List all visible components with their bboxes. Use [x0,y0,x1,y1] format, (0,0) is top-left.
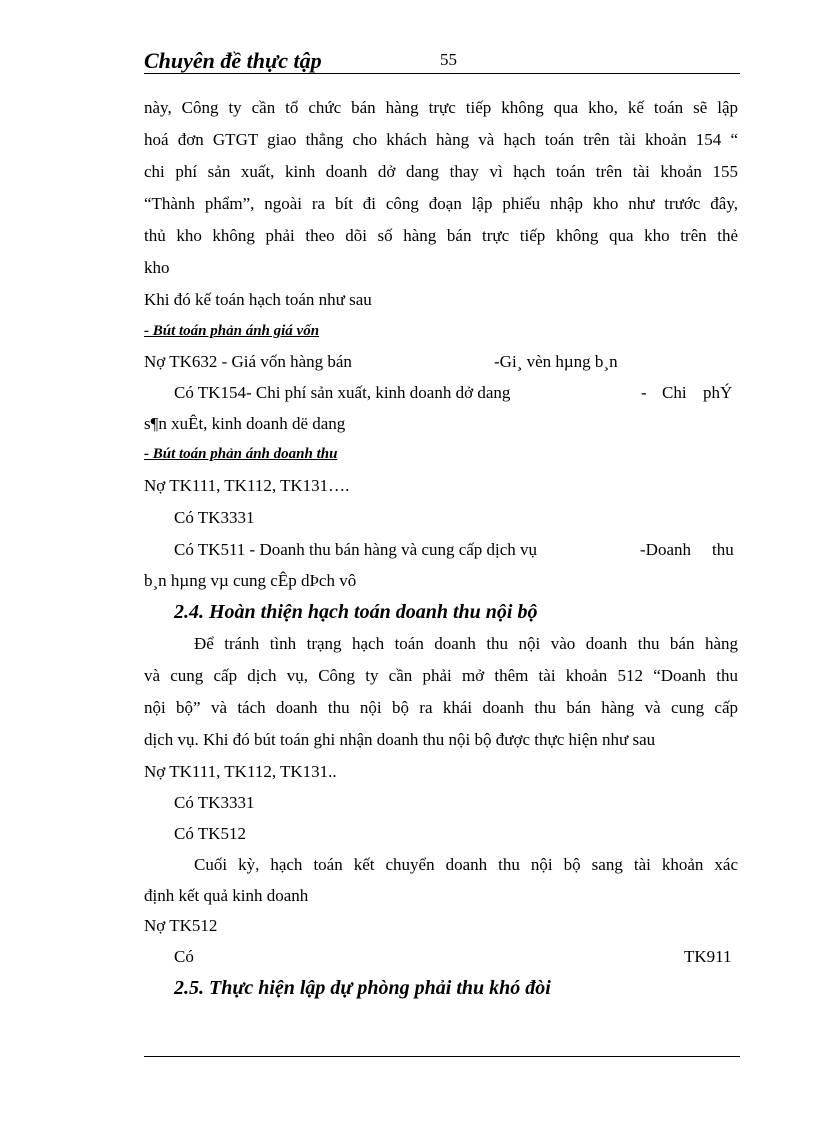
garbled-text: phÝ [703,383,733,402]
paragraph-line: Cuối kỳ, hạch toán kết chuyển doanh thu nội bộ sang tài khoản xác [194,855,738,874]
garbled-text: Chi [662,383,687,402]
text-line: Khi đó kế toán hạch toán như sau [144,290,372,309]
section-heading: 2.5. Thực hiện lập dự phòng phải thu khó đòi [174,977,551,999]
paragraph-line: định kết quả kinh doanh [144,886,309,905]
entry-credit: Có TK154- Chi phí sản xuất, kinh doanh dở dang [174,383,511,402]
garbled-text: -Doanh [640,540,691,559]
subheading: - Bút toán phản ánh doanh thu [144,446,338,462]
paragraph-line: thủ kho không phải theo dõi số hàng bán trực tiếp không qua kho trên thẻ [144,226,738,245]
paragraph-line: chi phí sản xuất, kinh doanh dở dang thay vì hạch toán trên tài khoản 155 [144,162,738,181]
entry-credit-account: TK911 [684,947,732,966]
entry-debit: Nợ TK111, TK112, TK131.. [144,762,337,781]
garbled-text: -Gi¸ vèn hµng b¸n [494,352,618,371]
garbled-text: b¸n hµng vµ cung cÊp dÞch vô [144,571,357,590]
entry-credit: Có TK3331 [174,508,255,527]
paragraph-line: hoá đơn GTGT giao thẳng cho khách hàng và hạch toán trên tài khoản 154 “ [144,130,738,149]
entry-debit: Nợ TK111, TK112, TK131…. [144,476,350,495]
section-heading: 2.4. Hoàn thiện hạch toán doanh thu nội bộ [174,601,538,623]
subheading: - Bút toán phản ánh giá vốn [144,323,320,339]
entry-credit: Có [174,947,194,966]
footer-rule [144,1056,740,1057]
entry-debit: Nợ TK512 [144,916,218,935]
header-rule [144,73,740,74]
entry-credit: Có TK3331 [174,793,255,812]
paragraph-line: Để tránh tình trạng hạch toán doanh thu nội vào doanh thu bán hàng [194,634,738,653]
paragraph-line: dịch vụ. Khi đó bút toán ghi nhận doanh thu nội bộ được thực hiện như sau [144,730,656,749]
entry-credit: Có TK511 - Doanh thu bán hàng và cung cấp dịch vụ [174,540,538,559]
garbled-text: thu [712,540,734,559]
garbled-text: s¶n xuÊt, kinh doanh dë dang [144,414,346,433]
paragraph-line: này, Công ty cần tổ chức bán hàng trực tiếp không qua kho, kế toán sẽ lập [144,98,738,117]
header-title: Chuyên đề thực tập [144,48,322,73]
entry-credit: Có TK512 [174,824,246,843]
paragraph-line: “Thành phẩm”, ngoài ra bít đi công đoạn lập phiếu nhập kho như trước đây, [144,194,738,213]
garbled-text: - [641,383,647,402]
paragraph-line: kho [144,258,170,277]
paragraph-line: nội bộ” và tách doanh thu nội bộ ra khái doanh thu bán hàng và cung cấp [144,698,738,717]
entry-debit: Nợ TK632 - Giá vốn hàng bán [144,352,352,371]
paragraph-line: và cung cấp dịch vụ, Công ty cần phải mở thêm tài khoản 512 “Doanh thu [144,666,738,685]
page-number: 55 [440,50,457,69]
